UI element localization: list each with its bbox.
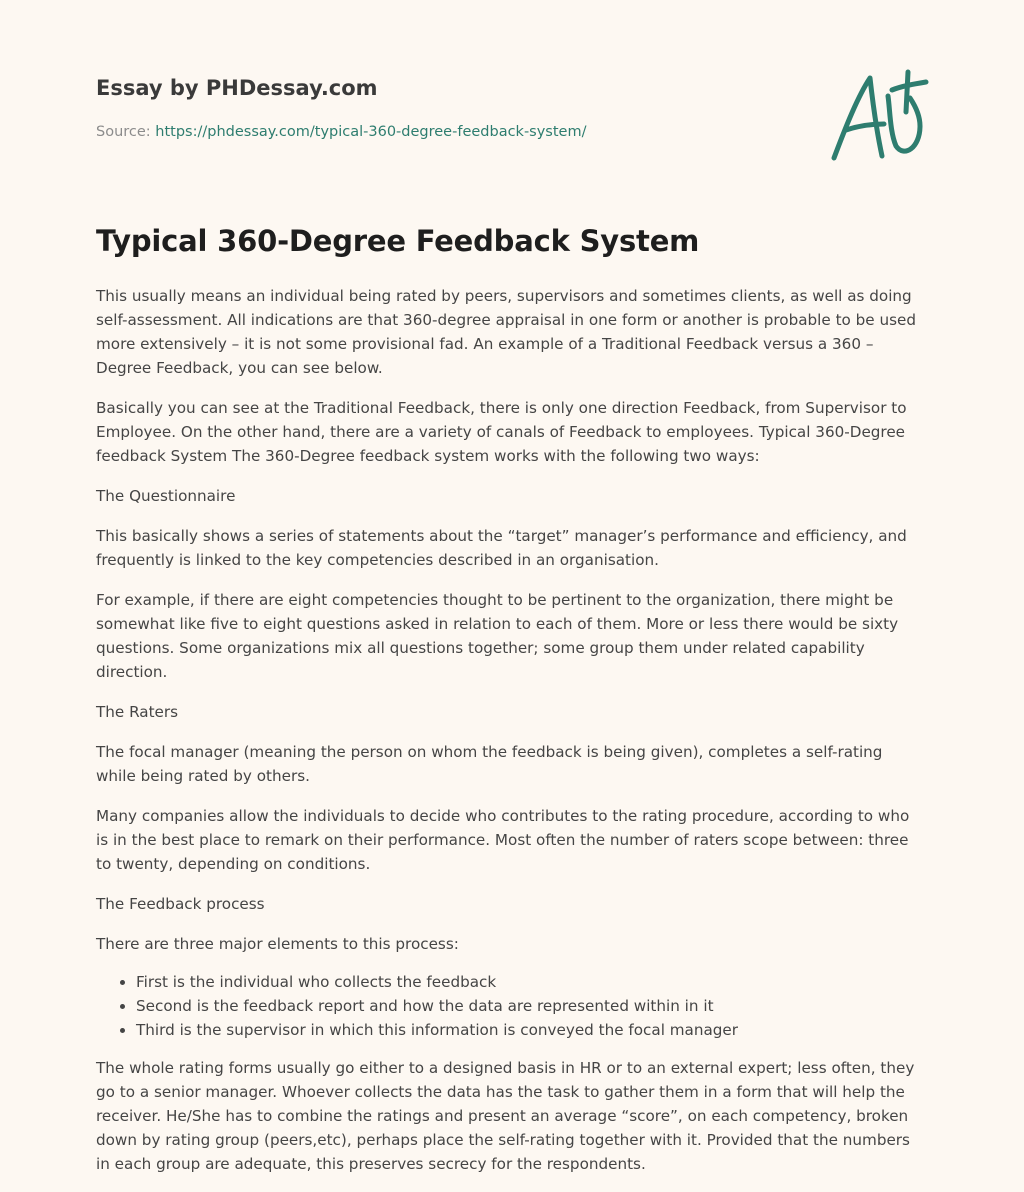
paragraph: Many companies allow the individuals to decide who contributes to the rating procedure, according to who is in the best place to remark on their performance. Most often the number of raters scope between: three to twenty, depending on conditions. — [96, 807, 910, 873]
section-heading-questionnaire: The Questionnaire — [96, 487, 236, 505]
paragraph: This basically shows a series of statements about the “target” manager’s performance and efficiency, and frequently is linked to the key competencies described in an organisation. — [96, 527, 907, 569]
paragraph: Basically you can see at the Traditional Feedback, there is only one direction Feedback, from Supervisor to Employee. On the other hand, there are a variety of canals of Feedback to employees. Typical 360-Degree feedback System The 360-Degree feedback system works with the following two ways: — [96, 399, 907, 465]
source-link[interactable]: https://phdessay.com/typical-360-degree-feedback-system/ — [155, 124, 587, 140]
section-heading-raters: The Raters — [96, 703, 179, 721]
section-heading-feedback-process: The Feedback process — [96, 895, 265, 913]
paragraph: The whole rating forms usually go either to a designed basis in HR or to an external expert; less often, they go to a senior manager. Whoever collects the data has the task to gather them in a form that will help the receiver. He/She has to combine the ratings and present an average “score”, on each competency, broken down by rating group (peers,etc), perhaps place the self-rating together with it. Provided that the numbers in each group are adequate, this preserves secrecy for the respondents. — [96, 1059, 915, 1173]
source-label: Source: — [96, 124, 156, 140]
a-plus-grade-icon — [826, 66, 930, 166]
paragraph: This usually means an individual being rated by peers, supervisors and sometimes clients, as well as doing self-assessment. All indications are that 360-degree appraisal in one form or another is probable to be used more extensively – it is not some provisional fad. An example of a Traditional Feedback versus a 360 – Degree Feedback, you can see below. — [96, 287, 916, 377]
article-body — [96, 284, 924, 1192]
paragraph: There are three major elements to this process: — [96, 935, 459, 953]
elements-list — [96, 970, 924, 1042]
list-item: • First is the individual who collects the feedback — [136, 970, 924, 994]
brand-title: Essay by PHDessay.com — [96, 76, 378, 100]
source-line — [96, 124, 586, 140]
page-title: Typical 360-Degree Feedback System — [96, 224, 700, 258]
list-item: • Third is the supervisor in which this information is conveyed the focal manager — [136, 1018, 924, 1042]
paragraph: For example, if there are eight competencies thought to be pertinent to the organization, there might be somewhat like five to eight questions asked in relation to each of them. More or less there would be sixty questions. Some organizations mix all questions together; some group them under related capability direction. — [96, 591, 899, 681]
paragraph: The focal manager (meaning the person on whom the feedback is being given), completes a self-rating while being rated by others. — [96, 743, 883, 785]
list-item: • Second is the feedback report and how the data are represented within in it — [136, 994, 924, 1018]
